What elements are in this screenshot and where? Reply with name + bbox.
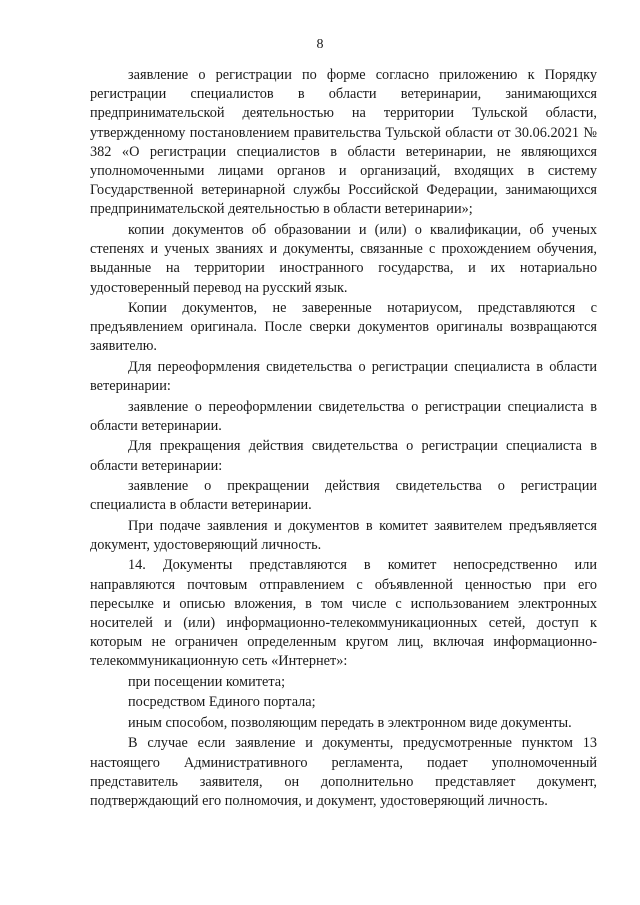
paragraph-registration-application: заявление о регистрации по форме согласно приложению к Порядку регистрации специалистов в области ветеринарии, занимающихся предпринимательской деятельностью на территории Тульской области, утвержденному постановлением правительства Тульской области от 30.06.2021 № 382 «О регистрации специалистов в области ветеринарии, не являющихся уполномоченными лицами органов и организаций, входящих в систему Государственной ветеринарной службы Российской Федерации, занимающихся предпринимательской деятельностью в области ветеринарии»; bbox=[90, 67, 597, 218]
paragraph-reissue-heading: Для переоформления свидетельства о регистрации специалиста в области ветеринарии: bbox=[90, 358, 597, 395]
paragraph-item-14: 14. Документы представляются в комитет непосредственно или направляются почтовым отправлением с объявленной ценностью при его пересылке и описью вложения, в том числе с использованием электронных носителей и (или) информационно-телекоммуникационных сетей, доступ к которым не ограничен определенным кругом лиц, включая информационно-телекоммуникационную сеть «Интернет»: bbox=[90, 557, 597, 670]
list-item-visit-committee: при посещении комитета; bbox=[128, 673, 286, 690]
paragraph-identity-document: При подаче заявления и документов в комитет заявителем предъявляется документ, удостоверяющий личность. bbox=[90, 517, 597, 553]
list-item-other-electronic-method: иным способом, позволяющим передать в электронном виде документы. bbox=[128, 714, 572, 731]
paragraph-unnotarized-copies: Копии документов, не заверенные нотариусом, представляются с предъявлением оригинала. После сверки документов оригиналы возвращаются заявителю. bbox=[90, 300, 597, 355]
paragraph-authorized-representative: В случае если заявление и документы, предусмотренные пунктом 13 настоящего Административного регламента, подает уполномоченный представитель заявителя, он дополнительно представляет документ, подтверждающий его полномочия, и документ, удостоверяющий личность. bbox=[90, 735, 597, 810]
list-item-unified-portal: посредством Единого портала; bbox=[128, 694, 316, 711]
paragraph-termination-application: заявление о прекращении действия свидетельства о регистрации специалиста в области ветеринарии. bbox=[90, 478, 597, 514]
paragraph-education-copies: копии документов об образовании и (или) о квалификации, об ученых степенях и ученых званиях и документы, связанные с прохождением обучения, выданные на территории иностранного государства, и их нотариально удостоверенный перевод на русский язык. bbox=[90, 221, 597, 296]
document-body bbox=[90, 66, 597, 813]
paragraph-termination-heading: Для прекращения действия свидетельства о регистрации специалиста в области ветеринарии: bbox=[90, 438, 597, 474]
paragraph-reissue-application: заявление о переоформлении свидетельства о регистрации специалиста в области ветеринарии. bbox=[90, 398, 597, 434]
page-number: 8 bbox=[316, 37, 324, 52]
